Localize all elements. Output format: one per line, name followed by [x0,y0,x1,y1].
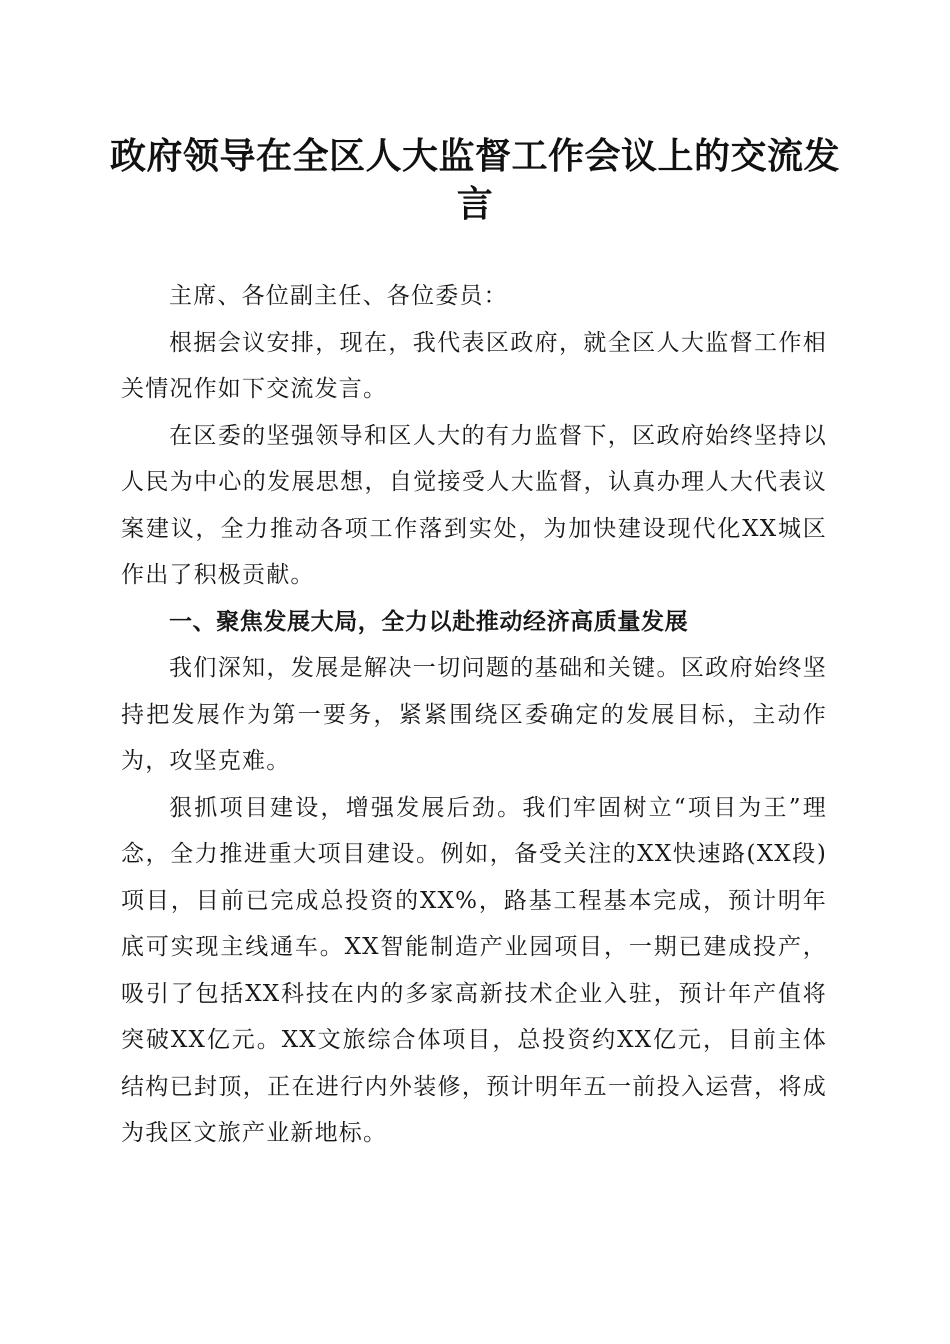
section-paragraph: 我们深知，发展是解决一切问题的基础和关键。区政府始终坚持把发展作为第一要务，紧紧围绕区委确定的发展目标，主动作为，攻坚克难。 [121,655,827,774]
section-heading: 一、聚焦发展大局，全力以赴推动经济高质量发展 [169,608,689,635]
overview-paragraph: 在区委的坚强领导和区人大的有力监督下，区政府始终坚持以人民为中心的发展思想，自觉接受人大监督，认真办理人大代表议案建议，全力推动各项工作落到实处，为加快建设现代化XX城区作出了积极贡献。 [121,422,827,588]
intro-paragraph: 根据会议安排，现在，我代表区政府，就全区人大监督工作相关情况作如下交流发言。 [121,329,827,402]
document-title: 政府领导在全区人大监督工作会议上的交流发言 [110,135,841,225]
salutation: 主席、各位副主任、各位委员： [169,283,508,309]
document-body [121,273,827,1157]
section-paragraph: 狠抓项目建设，增强发展后劲。我们牢固树立“项目为王”理念，全力推进重大项目建设。例如，备受关注的XX快速路(XX段)项目，目前已完成总投资的XX%，路基工程基本完成，预计明年底可实现主线通车。XX智能制造产业园项目，一期已建成投产，吸引了包括XX科技在内的多家高新技术企业入驻，预计年产值将突破XX亿元。XX文旅综合体项目，总投资约XX亿元，目前主体结构已封顶，正在进行内外装修，预计明年五一前投入运营，将成为我区文旅产业新地标。 [121,794,827,1146]
